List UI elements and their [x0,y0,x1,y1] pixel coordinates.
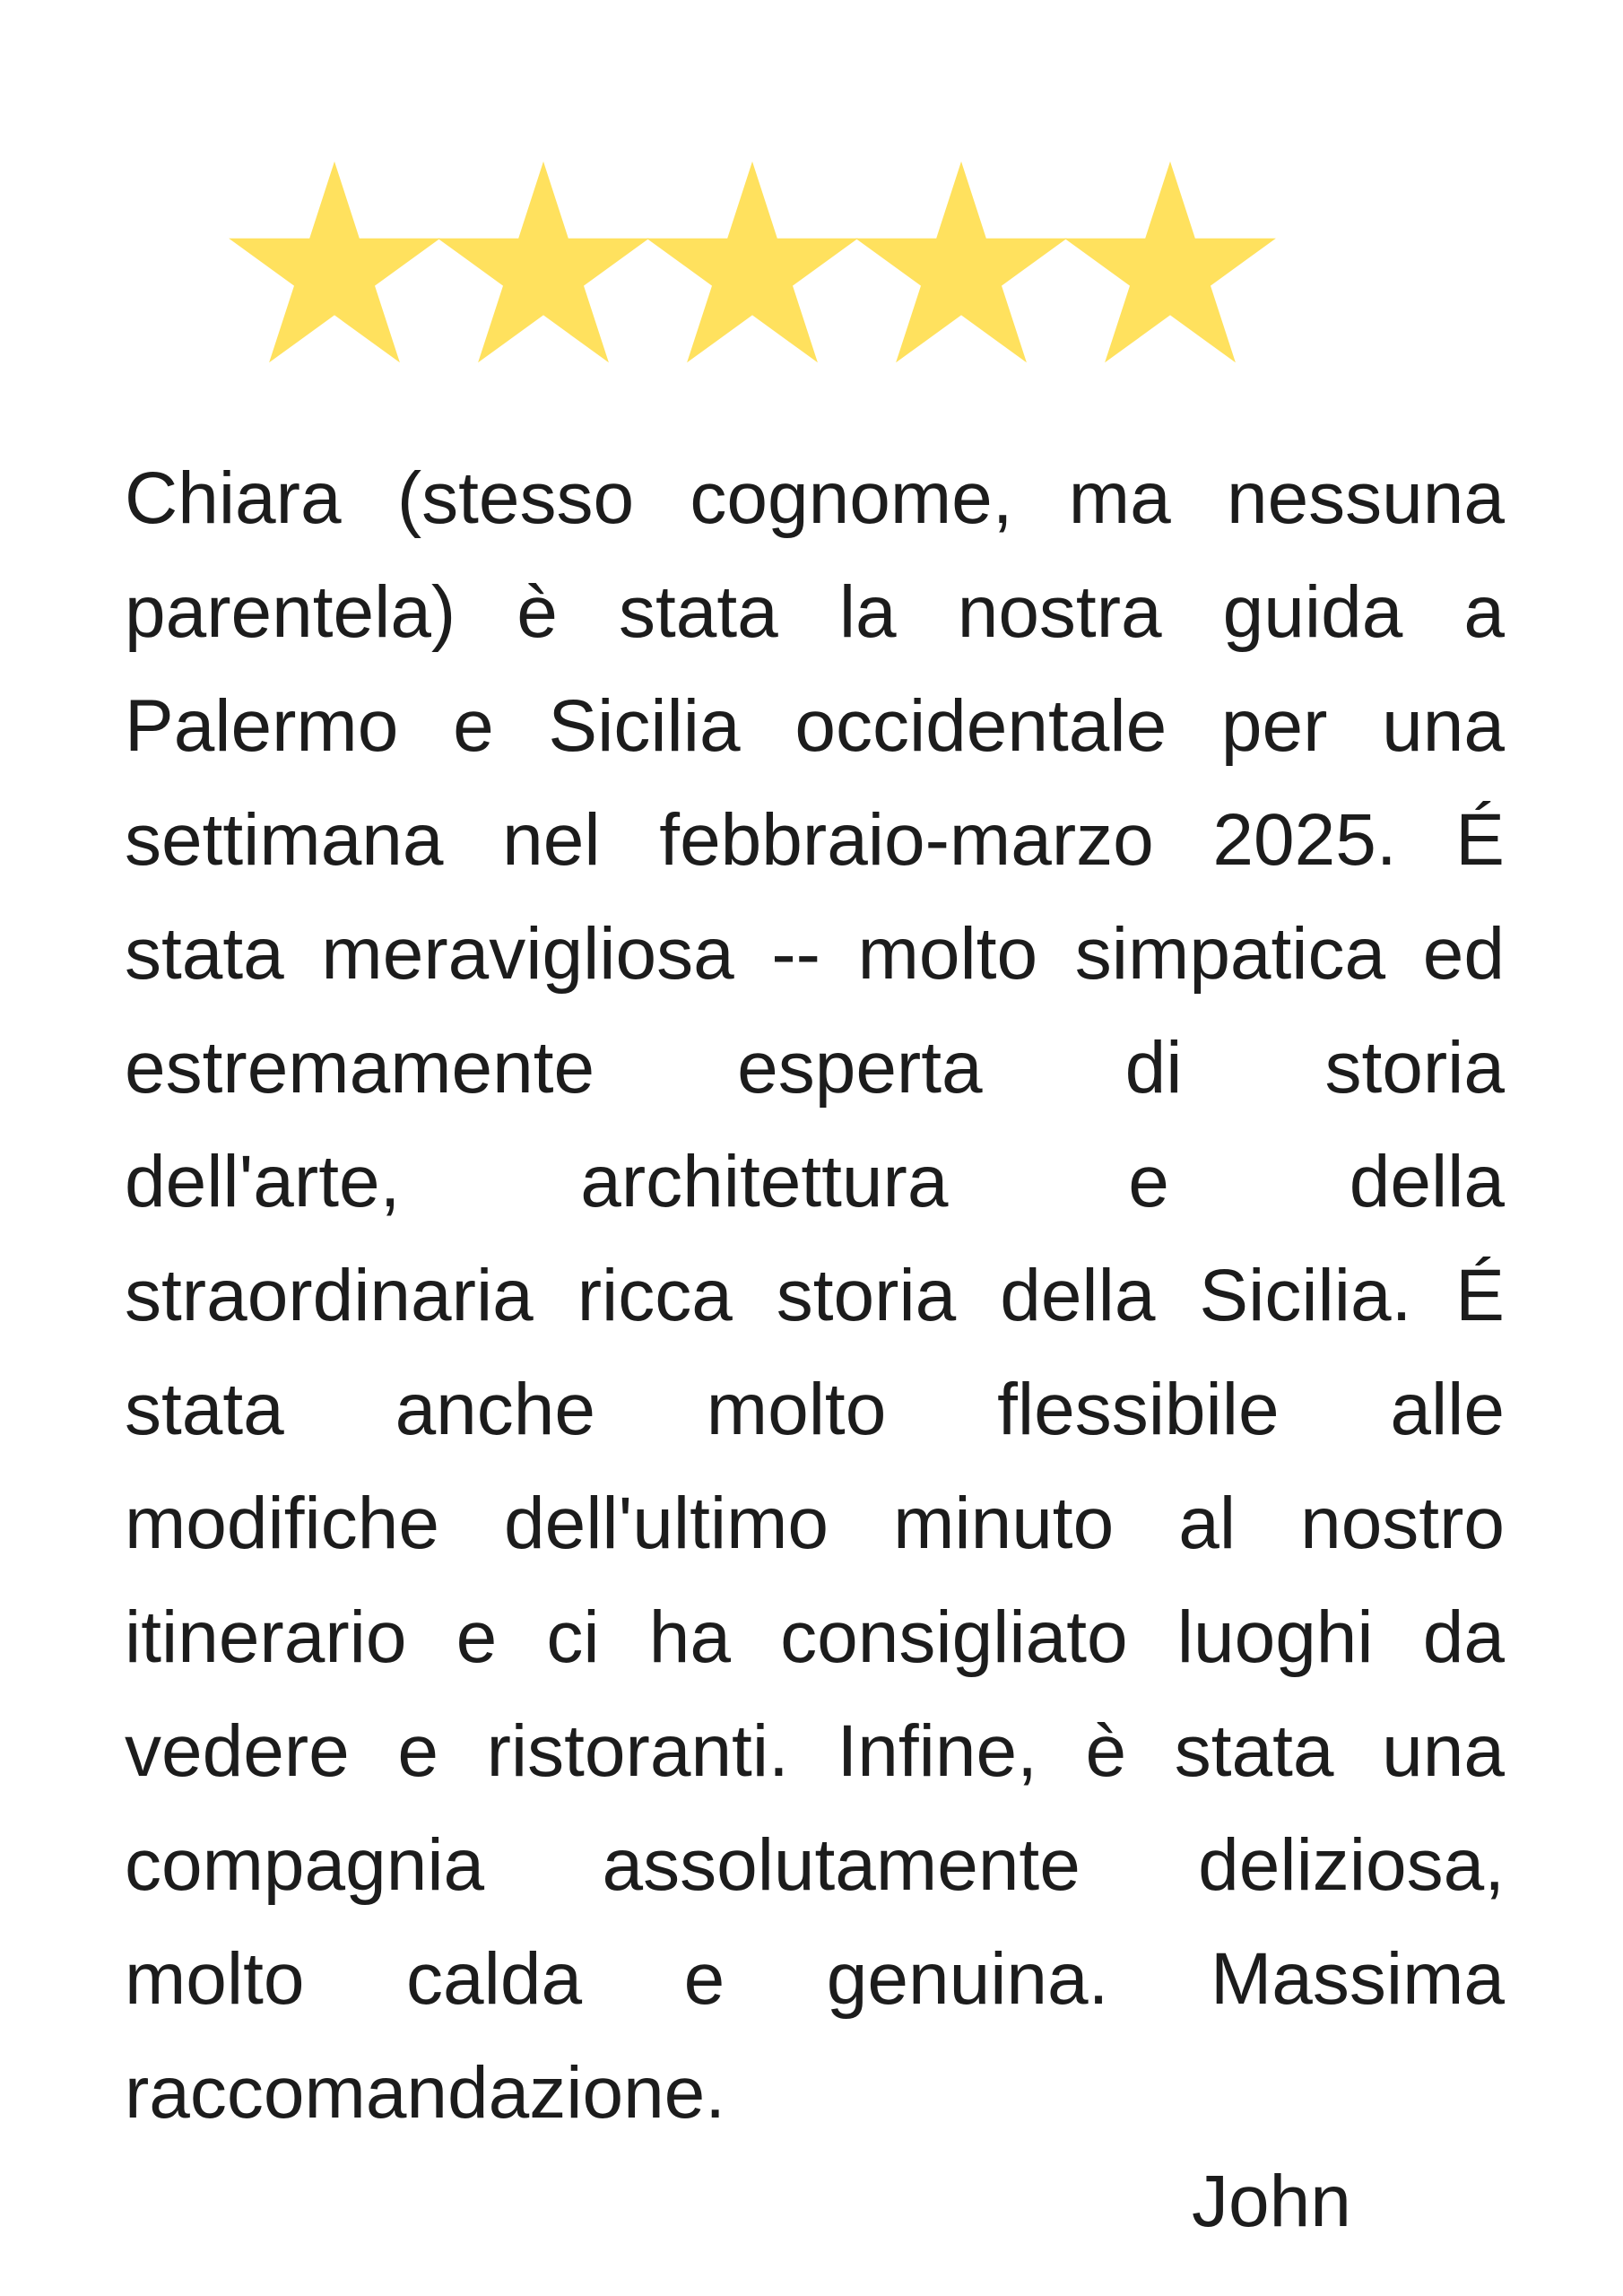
review-text-line: stata anche molto flessibile alle [125,1369,1505,1450]
review-text-line: raccomandazione. [125,2052,726,2134]
review-text-line: estremamente esperta di storia [125,1027,1505,1109]
review-text-line: Chiara (stesso cognome, ma nessuna [125,457,1505,539]
review-text-line: vedere e ristoranti. Infine, è stata una [125,1710,1505,1792]
review-text-line: Palermo e Sicilia occidentale per una [125,685,1505,767]
review-author: John [1192,2161,1351,2242]
review-text-line: modifiche dell'ultimo minuto al nostro [125,1483,1505,1564]
review-text-line: settimana nel febbraio-marzo 2025. É [125,799,1505,881]
star-icon [229,161,440,362]
star-icon [855,161,1067,362]
review-text-line: molto calda e genuina. Massima [125,1938,1505,2020]
review-text [125,441,1505,2150]
star-icon [647,161,858,362]
review-text-line: straordinaria ricca storia della Sicilia. É [125,1255,1505,1336]
review-text-line: parentela) è stata la nostra guida a [125,571,1505,653]
star-rating [0,0,1623,395]
star-icon [438,161,649,362]
review-text-line: dell'arte, architettura e della [125,1141,1505,1222]
review-text-line: compagnia assolutamente deliziosa, [125,1824,1505,1906]
review-text-line: itinerario e ci ha consigliato luoghi da [125,1596,1505,1678]
star-icon [1064,161,1276,362]
review-text-line: stata meravigliosa -- molto simpatica ed [125,913,1505,995]
